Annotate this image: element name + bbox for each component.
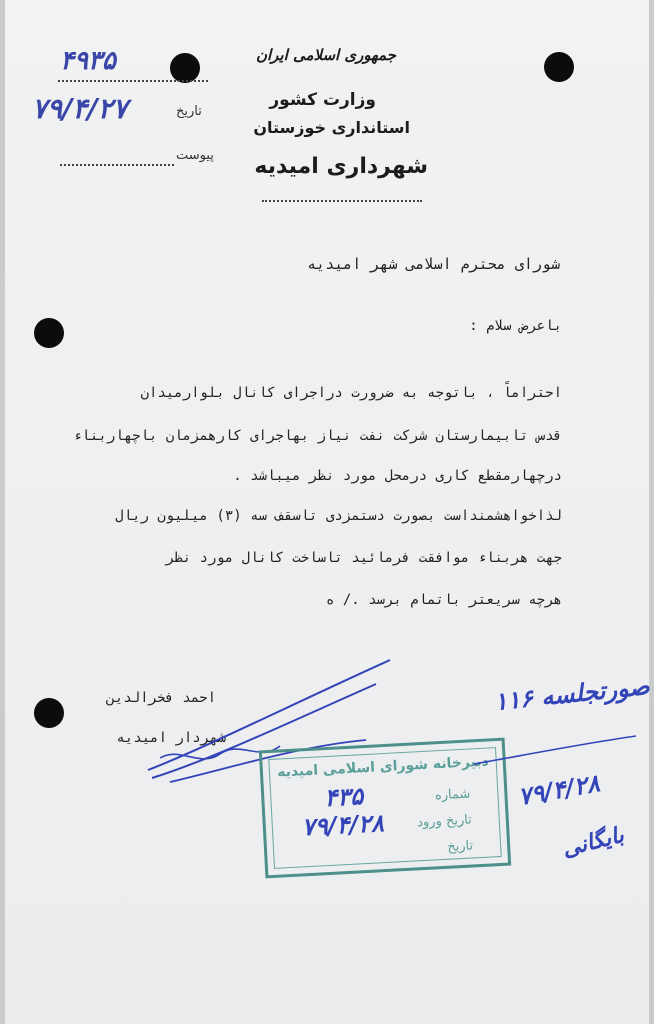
stamp-date-label: تاریخ ورود [416,812,473,831]
body-line-5: جهت هربناء موافقت فرمائید تاساخت کانال مورد نظر [165,550,562,566]
header-governorate: استانداری خوزستان [253,118,410,137]
stamp-title: دبیرخانه شورای اسلامی امیدیه [276,753,490,781]
signatory-name: احمد فخرالدین [106,690,216,706]
stamp-number-label: شماره [434,786,471,804]
header-republic: جمهوری اسلامی ایران [255,46,396,64]
number-line [58,80,208,82]
body-line-6: هرچه سریعتر باتمام برسد ./ ه [325,592,562,608]
attachment-line [60,164,174,166]
scan-right-edge [649,0,654,1024]
letter-number: ۴۹۳۵ [60,46,116,76]
punch-hole [544,52,574,82]
annotation-date: ۷۹/۴/۲۸ [516,769,602,811]
header-divider [262,200,422,202]
attachment-label: پیوست [176,148,214,163]
punch-hole [34,698,64,728]
stamp-extra-label: تاریخ [446,838,474,855]
body-line-1: احتراماً ، باتوجه به ضرورت دراجرای کانال بلوارمیدان [140,385,562,401]
signatory-title: شهردار امیدیه [116,730,226,746]
stamp-number-value: ۴۳۵ [323,782,364,813]
annotation-underline [470,730,640,770]
addressee: شورای محترم اسلامی شهر امیدیه [307,255,560,273]
annotation-note: صورتجلسه ۱۱۶ [492,671,651,717]
greeting: باعرض سلام : [469,318,562,334]
body-line-4: لذاخواهشمنداست بصورت دستمزدی تاسقف سه (۳) میلیون ریال [115,508,562,524]
stamp-date-value: ۷۹/۴/۲۸ [301,809,385,842]
letter-date: ۷۹/۴/۲۷ [32,92,128,125]
body-line-3: درچهارمقطع کاری درمحل مورد نظر میباشد . [233,468,562,484]
body-line-2: قدس تابیمارستان شرکت نفت نیاز بهاجرای کارهمزمان باچهاربناء [73,428,562,444]
header-ministry: وزارت کشور [269,90,376,110]
annotation-remark: بایگانی [559,822,627,863]
header-municipality: شهرداری امیدیه [254,154,428,179]
punch-hole [34,318,64,348]
punch-hole [170,53,200,83]
scan-left-edge [0,0,5,1024]
date-label: تاریخ [176,104,202,119]
